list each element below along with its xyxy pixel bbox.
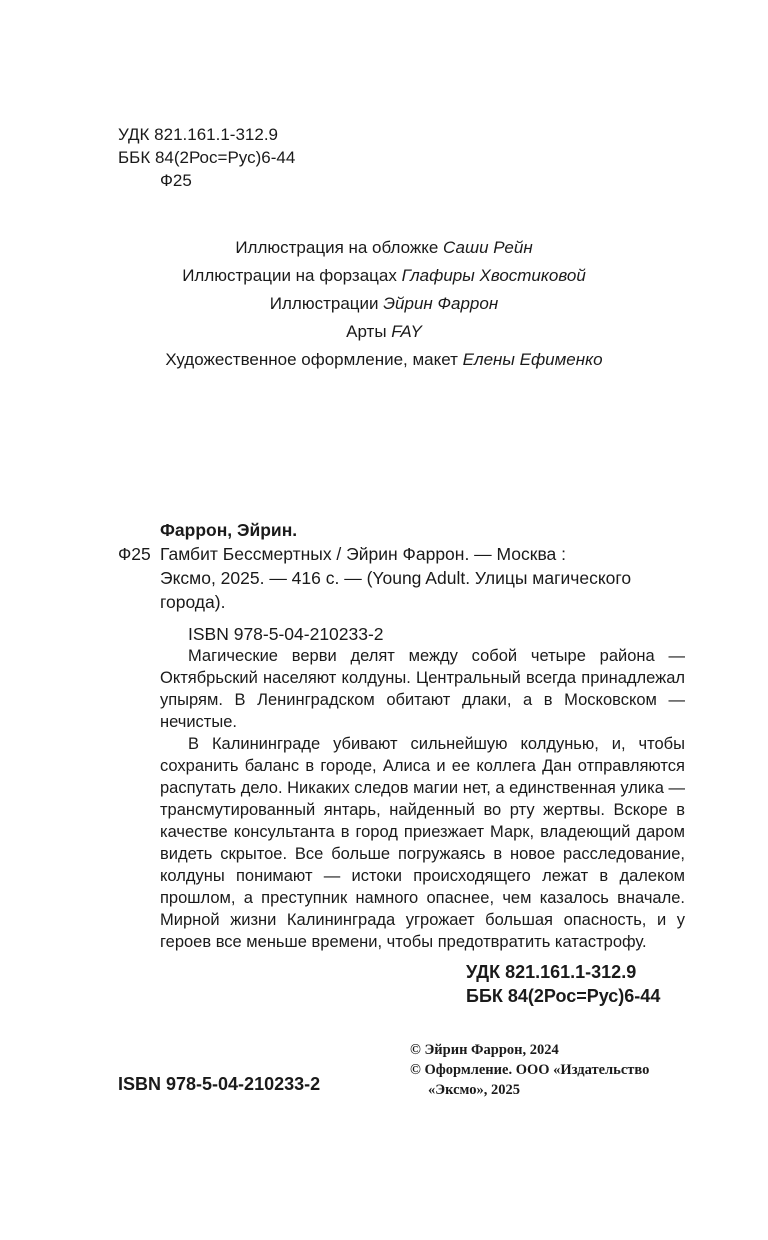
entry-line-2: Эксмо, 2025. — 416 с. — (Young Adult. Улицы магического [160,568,632,588]
credit-line: Иллюстрации на форзацах Глафиры Хвостиковой [182,266,586,285]
credit-line: Арты FAY [346,322,422,341]
isbn-bottom: ISBN 978-5-04-210233-2 [118,1074,321,1094]
illustration-credits [0,234,768,374]
copyright-publisher: «Эксмо», 2025 [428,1082,520,1098]
classification-codes-bottom [466,960,660,1008]
entry-isbn: ISBN 978-5-04-210233-2 [188,624,384,644]
entry-line-3: города). [160,592,226,612]
classification-codes [118,123,295,192]
annotation-paragraph-1: Магические верви делят между собой четыре района — Октябрьский населяют колдуны. Центральный всегда принадлежал упырям. В Ленинградском обитают длаки, а в Московском — нечистые. [160,647,685,731]
annotation-paragraph-2: В Калининграде убивают сильнейшую колдунью, и, чтобы сохранить баланс в городе, Алиса и ее коллега Дан отправляются распутать дело. Никаких следов магии нет, а единственная улика — трансмутированный янтарь, найденный во рту жертвы. Вскоре в качестве консультанта в город приезжает Марк, владеющий даром видеть скрытое. Все больше погружаясь в новое расследование, колдуны понимают — истоки происходящего лежат в далеком прошлом, а преступник намного опаснее, чем казалось вначале. Мирной жизни Калининграда угрожает большая опасность, и у героев все меньше времени, чтобы предотвратить катастрофу. [160,735,685,951]
entry-cipher: Ф25 [118,544,151,564]
credit-line: Иллюстрации Эйрин Фаррон [269,294,499,313]
udk-code-bottom: УДК 821.161.1-312.9 [466,962,637,982]
bbk-code: ББК 84(2Рос=Рус)6-44 [118,148,296,167]
annotation [160,645,685,953]
udk-code: УДК 821.161.1-312.9 [118,125,279,144]
credit-line: Иллюстрация на обложке Саши Рейн [235,238,533,257]
copyright-block [410,1040,649,1100]
copyright-design: © Оформление. ООО «Издательство [410,1062,650,1078]
author-heading: Фаррон, Эйрин. [160,520,298,540]
bbk-code-bottom: ББК 84(2Рос=Рус)6-44 [466,986,661,1006]
credit-line: Художественное оформление, макет Елены Ефименко [165,350,603,369]
entry-line-1: Гамбит Бессмертных / Эйрин Фаррон. — Москва : [160,544,567,564]
copyright-author: © Эйрин Фаррон, 2024 [410,1042,559,1058]
title-entry [118,542,690,566]
author-cipher: Ф25 [160,171,192,190]
bibliographic-record [118,518,690,646]
